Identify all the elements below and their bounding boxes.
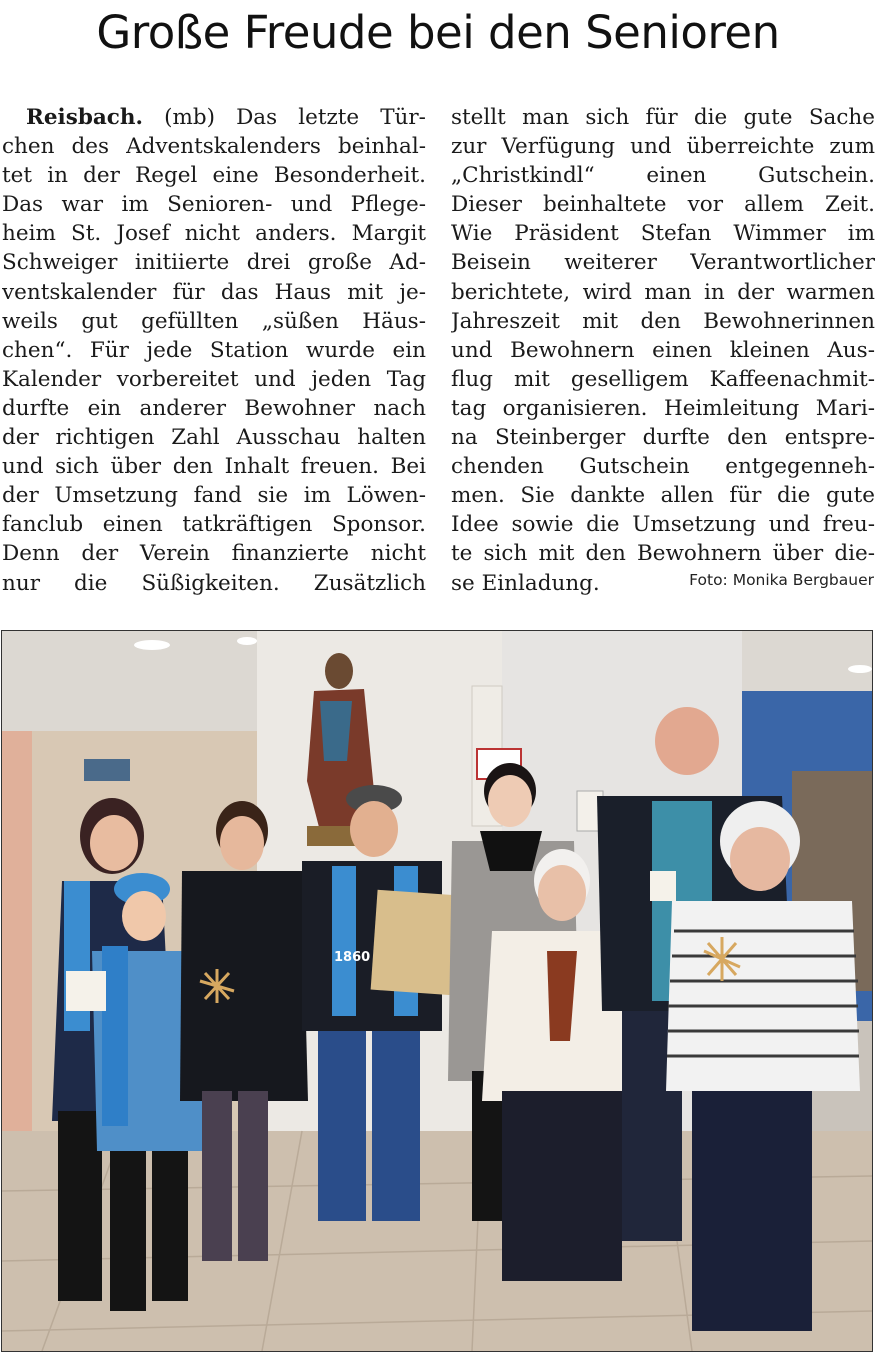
text-line: fanclub einen tatkräftigen Sponsor. [2,512,426,538]
text-line: te sich mit den Bewohnern über die- [451,541,875,567]
text-line: flug mit geselligem Kaffeenachmit- [451,366,875,392]
text-line: Das war im Senioren- und Pflege- [2,192,426,218]
text-line: Beisein weiterer Verantwortlicher [451,250,875,276]
text-line: Wie Präsident Stefan Wimmer im [451,221,875,247]
text-line: chenden Gutschein entgegenneh- [451,454,875,480]
text-line-last: se Einladung. [451,570,600,596]
text-line: Kalender vorbereitet und jeden Tag [2,366,426,392]
text-line: Idee sowie die Umsetzung und freu- [451,512,875,538]
article-column-left [2,103,426,598]
text-line: berichtete, wird man in der warmen [451,279,875,305]
text-line: tet in der Regel eine Besonderheit. [2,163,426,189]
text-line: nur die Süßigkeiten. Zusätzlich [2,570,426,596]
article-photo [1,630,873,1352]
text-line: und sich über den Inhalt freuen. Bei [2,454,426,480]
text-line: chen des Adventskalenders beinhal- [2,134,426,160]
text-line: „Christkindl“ einen Gutschein. [451,163,875,189]
text-line: zur Verfügung und überreichte zum [451,134,875,160]
text-line: Jahreszeit mit den Bewohnerinnen [451,308,875,334]
text-line: Schweiger initiierte drei große Ad- [2,250,426,276]
text-line: heim St. Josef nicht anders. Margit [2,221,426,247]
photo-credit: Foto: Monika Bergbauer [689,571,874,589]
text-line: Dieser beinhaltete vor allem Zeit. [451,192,875,218]
text-line: der richtigen Zahl Ausschau halten [2,425,426,451]
text-line: Reisbach. (mb) Das letzte Tür- [2,103,426,132]
scarf-label: 1860 [334,950,371,965]
article-headline: Große Freude bei den Senioren [96,6,780,59]
dateline: Reisbach. [26,105,143,130]
text-line: durfte ein anderer Bewohner nach [2,395,426,421]
text-line: und Bewohnern einen kleinen Aus- [451,337,875,363]
text-line: Denn der Verein finanzierte nicht [2,541,426,567]
text-line: tag organisieren. Heimleitung Mari- [451,395,875,421]
text-line: weils gut gefüllten „süßen Häus- [2,308,426,334]
text-line: chen“. Für jede Station wurde ein [2,337,426,363]
text-line: stellt man sich für die gute Sache [451,105,875,130]
text-line: na Steinberger durfte den entspre- [451,425,875,451]
text-line: men. Sie dankte allen für die gute [451,483,875,509]
group-photo-illustration [2,631,872,1351]
text-line: der Umsetzung fand sie im Löwen- [2,483,426,509]
text-line: ventskalender für das Haus mit je- [2,279,426,305]
article-column-right [451,103,875,598]
